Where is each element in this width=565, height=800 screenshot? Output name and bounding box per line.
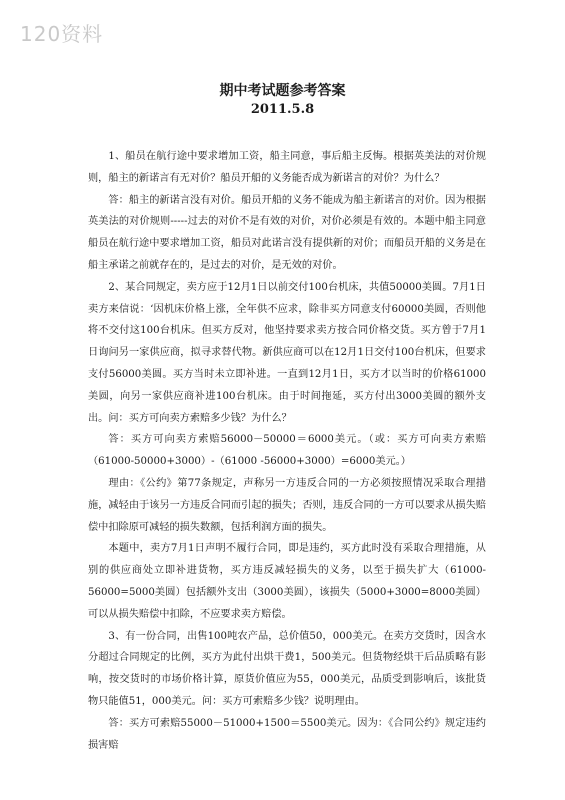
answer-1: 答：船主的新诺言没有对价。船员开船的义务不能成为船主新诺言的对价。因为根据英美法的对价规则-----过去的对价不是有效的对价，对价必须是有效的。本题中船主同意船员在航行途中要求增加工资，船员对此诺言没有提供新的对价；而船员开船的义务是在船主承诺之前就存在的，是过去的对价，是无效的对价。: [88, 194, 486, 271]
watermark: 120资料: [20, 22, 104, 46]
question-3: 3、有一份合同，出售100吨农产品，总价值50，000美元。在卖方交货时，因含水分超过合同规定的比例，买方为此付出烘干费1，500美元。但货物经烘干后品质略有影响，按交货时的市场价格计算，原货价值应为55，000美元，品质受到影响后，该批货物只能值51，000美元。问：买方可索赔多少钱？说明理由。: [88, 630, 486, 707]
question-1: 1、船员在航行途中要求增加工资，船主同意，事后船主反悔。根据英美法的对价规则，船主的新诺言有无对价？船员开船的义务能否成为新诺言的对价？为什么？: [88, 151, 486, 184]
question-2: 2、某合同规定，卖方应于12月1日以前交付100台机床，共值50000美圆。7月1日卖方来信说：‘因机床价格上涨，全年供不应求，除非买方同意支付60000美圆，否则他将不交付这100台机床。但买方反对，他坚持要求卖方按合同价格交货。买方曾于7月1日询问另一家供应商，拟寻求替代物。新供应商可以在12月1日交付100台机床，但要求支付56000美圆。买方当时未立即补进。一直到12月1日，买方才以当时的价格61000美圆，向另一家供应商补进100台机床。由于时间拖延，买方付出3000美圆的额外支出。问：买方可向卖方索赔多少钱？为什么？: [88, 281, 486, 424]
answer-2-reason: 理由：《公约》第77条规定，声称另一方违反合同的一方必须按照情况采取合理措施，减轻由于该另一方违反合同而引起的损失；否则，违反合同的一方可以要求从损失赔偿中扣除原可减轻的损失数额，包括利润方面的损失。: [88, 477, 486, 533]
document-body: [88, 146, 486, 756]
answer-2-analysis: 本题中，卖方7月1日声明不履行合同，即是违约，买方此时没有采取合理措施，从别的供应商处立即补进货物，买方违反减轻损失的义务，以至于损失扩大（61000-56000=5000美圆）包括额外支出（3000美圆），该损失（5000+3000=8000美圆）可以从损失赔偿中扣除，不应要求卖方赔偿。: [88, 543, 486, 620]
document-date: 2011.5.8: [250, 102, 315, 117]
answer-3: 答：买方可索赔55000－51000+1500＝5500美元。因为：《合同公约》规定违约损害赔: [88, 717, 486, 751]
answer-2: 答：买方可向卖方索赔56000－50000＝6000美元。（或：买方可向卖方索赔（61000-50000+3000）-（61000 -56000+3000）=6000美元。）: [88, 434, 486, 468]
document-title: 期中考试题参考答案: [219, 83, 346, 99]
